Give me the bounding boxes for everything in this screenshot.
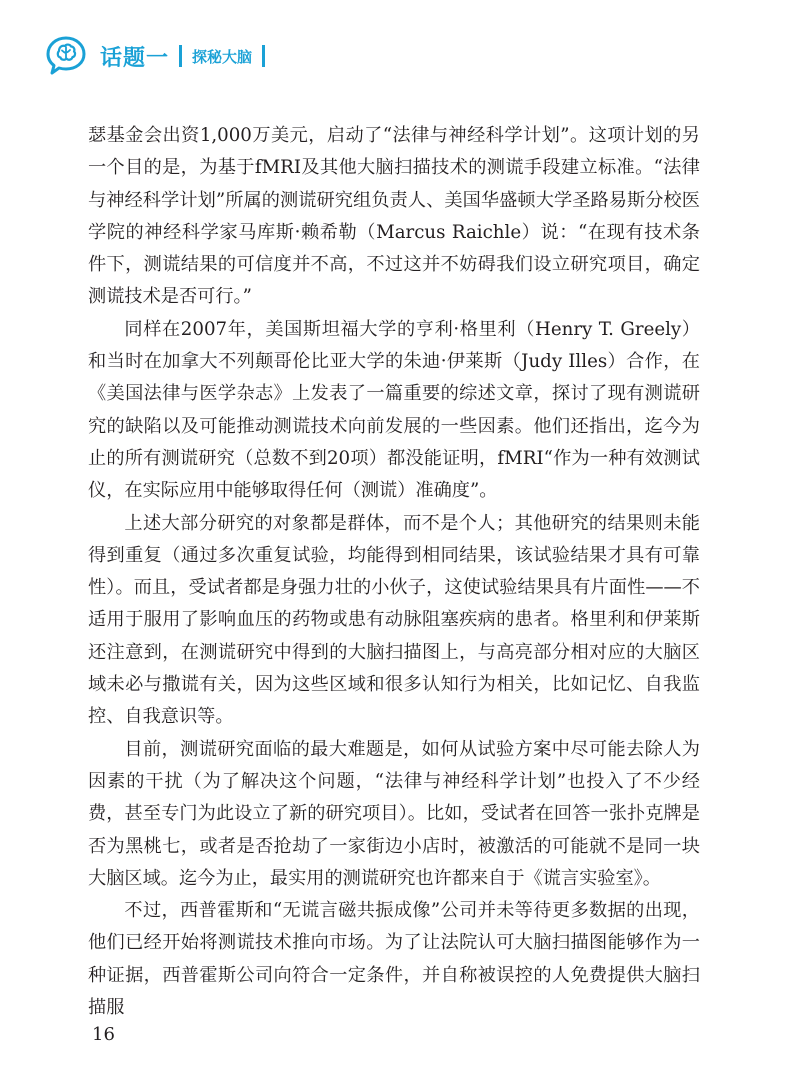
article-body [88, 120, 700, 1024]
paragraph-1: 瑟基金会出资1,000万美元，启动了“法律与神经科学计划”。这项计划的另一个目的是，为基于fMRI及其他大脑扫描技术的测谎手段建立标准。“法律与神经科学计划”所属的测谎研究组负责人、美国华盛顿大学圣路易斯分校医学院的神经科学家马库斯·赖希勒（Marcus Raichle）说：“在现有技术条件下，测谎结果的可信度并不高，不过这并不妨碍我们设立研究项目，确定测谎技术是否可行。” [88, 125, 700, 308]
topic-label: 话题一 [100, 45, 170, 71]
page-header [44, 34, 265, 78]
paragraph-4: 目前，测谎研究面临的最大难题是，如何从试验方案中尽可能去除人为因素的干扰（为了解决这个问题，“法律与神经科学计划”也投入了不少经费，甚至专门为此设立了新的研究项目）。比如，受试者在回答一张扑克牌是否为黑桃七，或者是否抢劫了一家街边小店时，被激活的可能就不是同一块大脑区域。迄今为止，最实用的测谎研究也许都来自于《谎言实验室》。 [88, 738, 700, 889]
brain-speech-bubble-icon [44, 34, 88, 78]
topic-subtitle: 探秘大脑 [192, 47, 253, 66]
paragraph-2: 同样在2007年，美国斯坦福大学的亨利·格里利（Henry T. Greely）和当时在加拿大不列颠哥伦比亚大学的朱迪·伊莱斯（Judy Illes）合作，在《美国法律与医学杂志》上发表了一篇重要的综述文章，探讨了现有测谎研究的缺陷以及可能推动测谎技术向前发展的一些因素。他们还指出，迄今为止的所有测谎研究（总数不到20项）都没能证明，fMRI“作为一种有效测试仪，在实际应用中能够取得任何（测谎）准确度”。 [88, 318, 700, 502]
header-divider-end [262, 45, 265, 67]
paragraph-3: 上述大部分研究的对象都是群体，而不是个人；其他研究的结果则未能得到重复（通过多次重复试验，均能得到相同结果，该试验结果才具有可靠性）。而且，受试者都是身强力壮的小伙子，这使试验结果具有片面性——不适用于服用了影响血压的药物或患有动脉阻塞疾病的患者。格里利和伊莱斯还注意到，在测谎研究中得到的大脑扫描图上，与高亮部分相对应的大脑区域未必与撒谎有关，因为这些区域和很多认知行为相关，比如记忆、自我监控、自我意识等。 [88, 512, 700, 728]
page-number: 16 [92, 1024, 115, 1045]
paragraph-5: 不过，西普霍斯和“无谎言磁共振成像”公司并未等待更多数据的出现，他们已经开始将测谎技术推向市场。为了让法院认可大脑扫描图能够作为一种证据，西普霍斯公司向符合一定条件，并自称被误控的人免费提供大脑扫描服 [88, 900, 700, 1019]
header-divider [179, 45, 182, 67]
